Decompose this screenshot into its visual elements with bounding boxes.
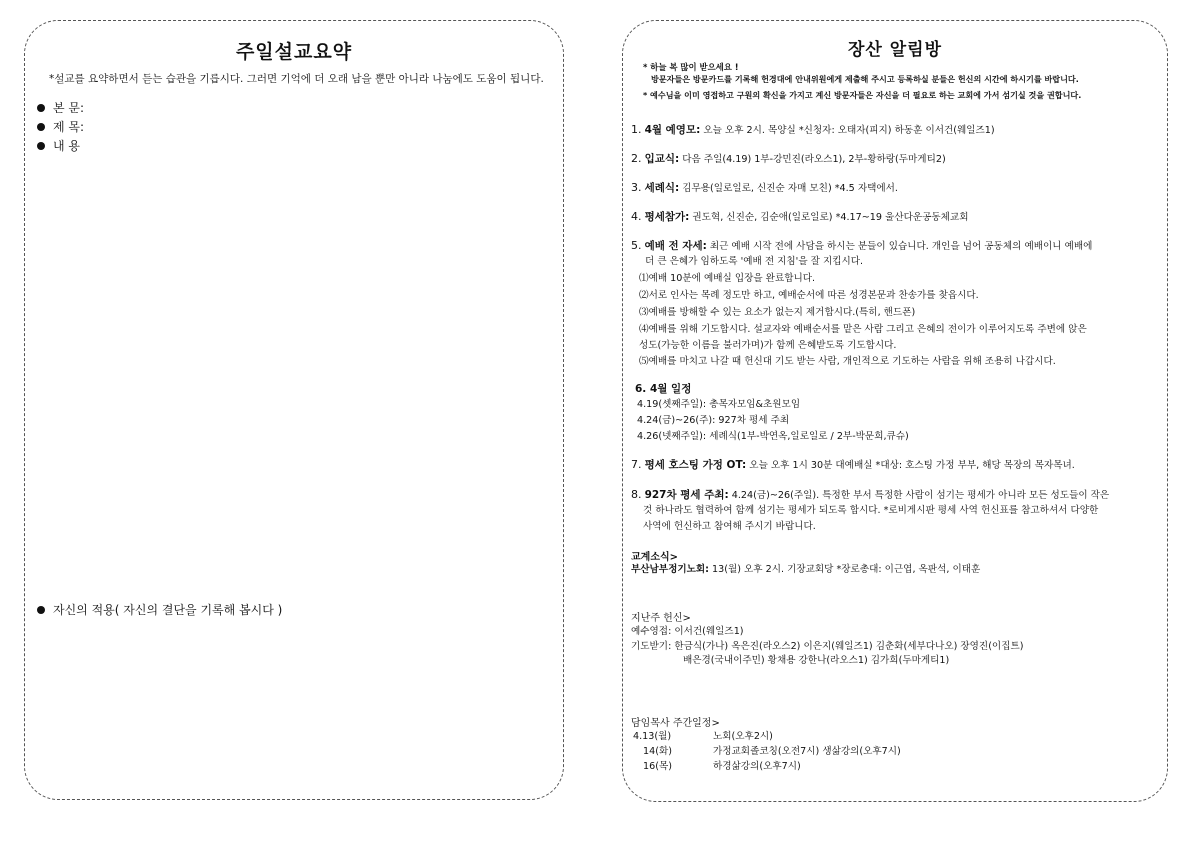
field-scripture (37, 99, 84, 116)
bullet-icon (37, 104, 45, 112)
april-schedule-line: 4.19(셋째주일): 총목자모임&초원모임 (637, 399, 801, 410)
pastor-schedule-heading: 담임목사 주간일정> (631, 718, 720, 729)
april-schedule-heading: 6. 4월 일정 (635, 383, 692, 395)
church-news-heading: 교계소식> (631, 552, 679, 563)
worship-guideline: ⑸예배를 마치고 나갈 때 헌신대 기도 받는 사람, 개인적으로 기도하는 사람을 위해 조용히 나갑시다. (639, 356, 1056, 367)
bullet-icon (37, 142, 45, 150)
announcement-item: 2. 입교식: 다음 주일(4.19) 1부-강민진(라오스1), 2부-황하랑(두마게티2) (631, 152, 946, 165)
welcome-line-1b: 방문자들은 방문카드를 기록해 헌경대에 안내위원에게 제출해 주시고 등록하실 분들은 헌신의 시간에 하시기를 바랍니다. (651, 74, 1079, 84)
welcome-line-1a: * 하늘 복 많이 받으세요 ! (643, 62, 739, 72)
worship-guideline: ⑶예배를 방해할 수 있는 요소가 없는지 제거합시다.(특히, 핸드폰) (639, 307, 916, 318)
pastor-schedule-text: 하경삶강의(오후7시) (713, 761, 801, 772)
bullet-icon (37, 606, 45, 614)
announcements-panel (622, 20, 1168, 802)
pastor-schedule-text: 노회(오후2시) (713, 731, 773, 742)
bullet-icon (37, 123, 45, 131)
announcement-item-pyeongse: 8. 927차 평세 주최: 4.24(금)~26(주일). 특정한 부서 특정한 사람이 섬기는 평세가 아니라 모든 성도들이 작은 (631, 488, 1110, 501)
announcement-item-hosting-ot: 7. 평세 호스팅 가정 OT: 오늘 오후 1시 30분 대예배실 *대상: 호스팅 가정 부부, 해당 목장의 목자목녀. (631, 458, 1075, 471)
sermon-summary-panel (24, 20, 564, 800)
field-application (37, 601, 282, 618)
last-week-dedication-heading: 지난주 헌신> (631, 613, 691, 624)
pyeongse-continued: 것 하나라도 협력하여 함께 섬기는 평세가 되도록 합시다. *로비게시판 평세 사역 헌신표를 참고하셔서 다양한 (643, 505, 1099, 516)
dedication-line: 예수영접: 이서건(웨일즈1) (631, 626, 744, 637)
announcement-item: 1. 4월 예영모: 오늘 오후 2시. 목양실 *신청자: 오태자(피지) 하동훈 이서건(웨일즈1) (631, 123, 995, 136)
announcement-item: 4. 평세참가: 권도혁, 신진순, 김순애(일로일로) *4.17~19 울산다운공동체교회 (631, 210, 969, 223)
announcement-item: 3. 세례식: 김무용(일로일로, 신진순 자매 모친) *4.5 자택에서. (631, 181, 898, 194)
april-schedule-line: 4.24(금)~26(주): 927차 평세 주최 (637, 415, 790, 426)
field-content (37, 137, 80, 154)
field-application-label: 자신의 적용( 자신의 결단을 기록해 봅시다 ) (53, 603, 283, 617)
field-title (37, 118, 84, 135)
pastor-schedule-date: 14(화) (643, 746, 672, 757)
april-schedule-line: 4.26(넷째주일): 세례식(1부-박연옥,일로일로 / 2부-박문희,큐슈) (637, 431, 909, 442)
worship-guideline: ⑴예배 10분에 예배실 입장을 완료합니다. (639, 273, 816, 284)
field-title-label: 제 목: (53, 120, 85, 134)
worship-guideline: ⑷예배를 위해 기도합시다. 설교자와 예배순서를 맡은 사람 그리고 은혜의 전이가 이루어지도록 주변에 앉은 (639, 324, 1087, 335)
pyeongse-continued: 사역에 헌신하고 참여해 주시기 바랍니다. (643, 521, 816, 532)
worship-guideline: 성도(가능한 이름을 불러가며)가 함께 은혜받도록 기도합시다. (639, 340, 897, 351)
sermon-summary-instruction: *설교를 요약하면서 듣는 습관을 기릅시다. 그러면 기억에 더 오래 남을 뿐만 아니라 나눔에도 도움이 됩니다. (49, 73, 544, 85)
announcement-item-worship-posture: 5. 예배 전 자세: 최근 예배 시작 전에 사담을 하시는 분들이 있습니다. 개인을 넘어 공동체의 예배이니 예배에 (631, 239, 1093, 252)
sermon-summary-title: 주일설교요약 (235, 41, 353, 63)
church-news-item: 부산남부정기노회: 13(월) 오후 2시. 기장교회당 *장로총대: 이근엽, 옥판석, 이태훈 (631, 564, 981, 575)
dedication-line: 기도받기: 한금식(가나) 옥은진(라오스2) 이은지(웨일즈1) 김춘화(세부다나오) 장영진(이집트) (631, 641, 1024, 652)
field-content-label: 내 용 (53, 139, 80, 153)
worship-posture-continued: 더 큰 은혜가 임하도록 '예배 전 지침'을 잘 지킵시다. (645, 256, 864, 267)
dedication-line: 배은경(국내이주민) 황채용 강한나(라오스1) 김가희(두마게티1) (683, 655, 950, 666)
worship-guideline: ⑵서로 인사는 목례 정도만 하고, 예배순서에 따른 성경본문과 찬송가를 찾읍시다. (639, 290, 979, 301)
welcome-line-2: * 예수님을 이미 영접하고 구원의 확신을 가지고 계신 방문자들은 자신을 더 필요로 하는 교회에 가서 섬기실 것을 권합니다. (643, 90, 1082, 100)
pastor-schedule-date: 4.13(월) (633, 731, 672, 742)
pastor-schedule-date: 16(목) (643, 761, 672, 772)
field-scripture-label: 본 문: (53, 101, 85, 115)
pastor-schedule-text: 가정교회졸코칭(오전7시) 생삶강의(오후7시) (713, 746, 901, 757)
announcements-title: 장산 알림방 (847, 40, 943, 60)
